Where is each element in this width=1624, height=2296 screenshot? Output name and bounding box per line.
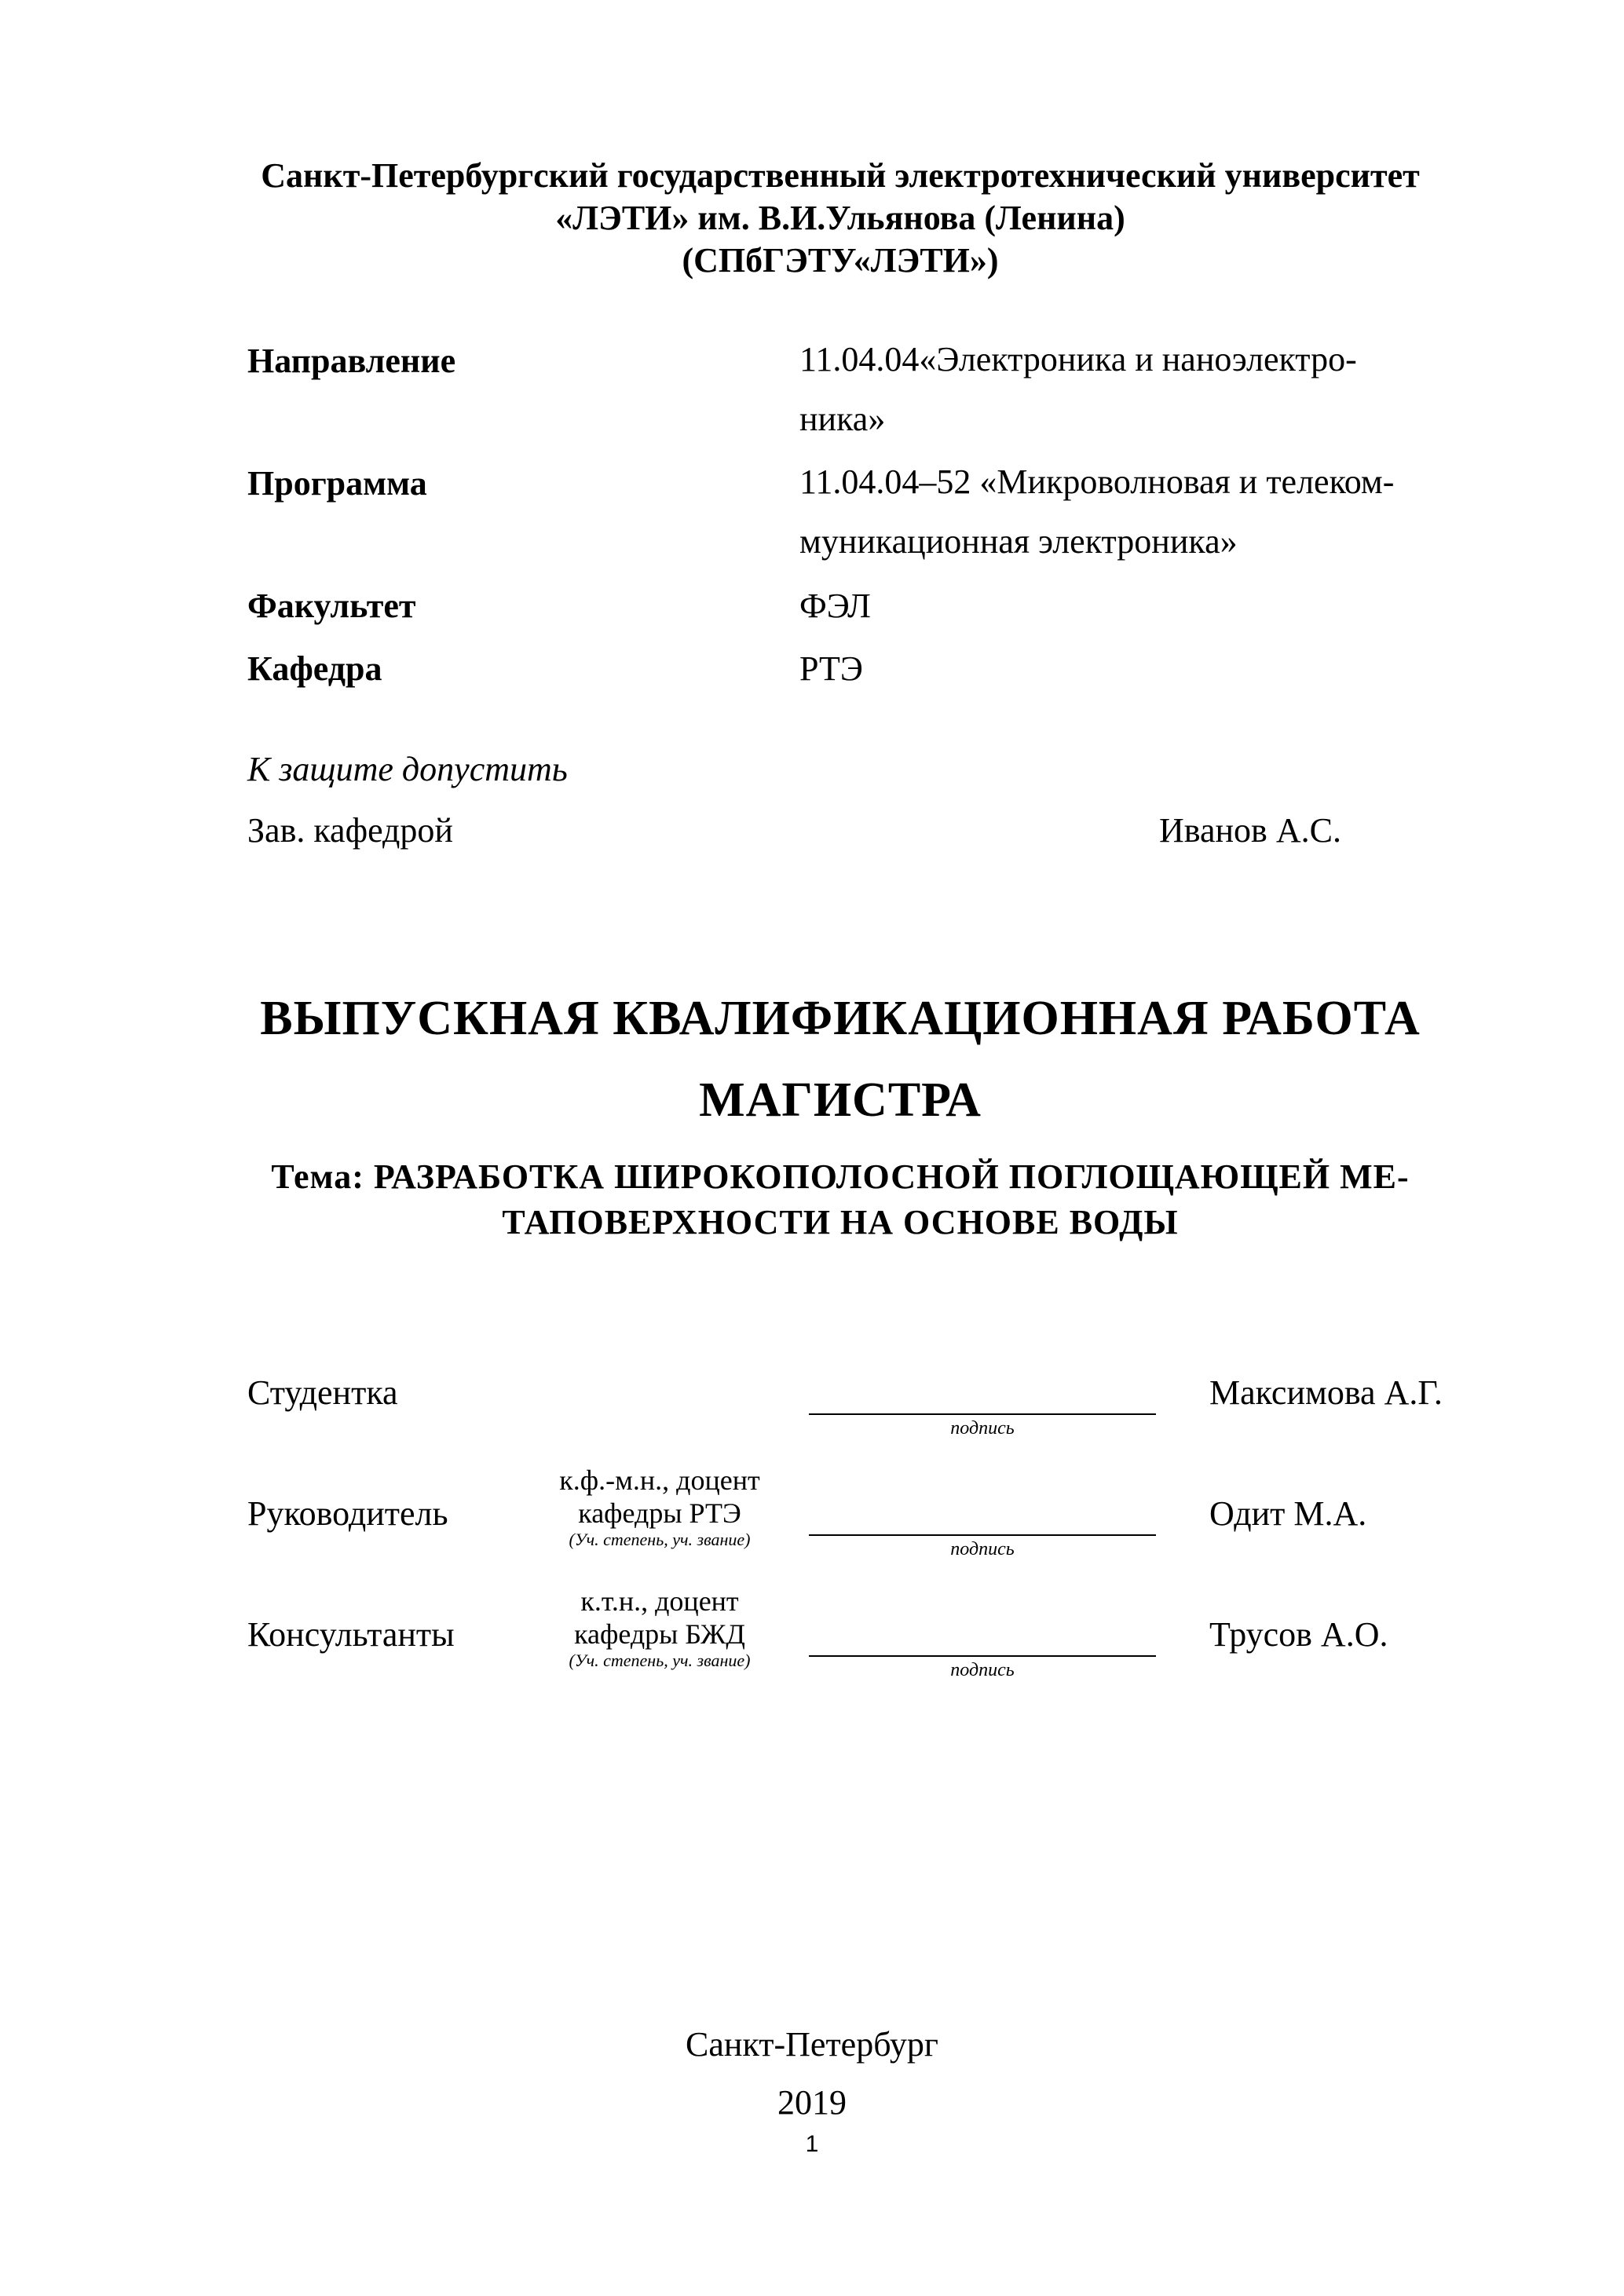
consultant-name: Трусов А.О.	[1209, 1615, 1388, 1654]
document-title: ВЫПУСКНАЯ КВАЛИФИКАЦИОННАЯ РАБОТА	[260, 992, 1421, 1045]
program-value-line: 11.04.04–52 «Микроволновая и телеком-	[799, 462, 1395, 501]
faculty-value: ФЭЛ	[799, 587, 871, 625]
city: Санкт-Петербург	[686, 2025, 938, 2064]
consultant-rank-line: к.т.н., доцент	[580, 1585, 739, 1617]
university-name: Санкт-Петербургский государственный электротехнический университет	[261, 156, 1420, 195]
year: 2019	[777, 2083, 847, 2122]
student-signature-caption: подпись	[950, 1418, 1015, 1439]
supervisor-rank	[518, 1464, 801, 1550]
direction-value	[799, 330, 1483, 449]
page-number: 1	[805, 2131, 819, 2157]
head-of-department-label: Зав. кафедрой	[247, 811, 453, 850]
admission-note: К защите допустить	[247, 750, 568, 788]
supervisor-role: Руководитель	[247, 1494, 448, 1533]
program-value-line: муникационная электроника»	[799, 522, 1238, 561]
direction-value-line: ника»	[799, 400, 886, 438]
student-signature-line	[809, 1413, 1156, 1415]
department-value: РТЭ	[799, 649, 863, 688]
faculty-label: Факультет	[247, 587, 416, 625]
head-of-department-name: Иванов А.С.	[1159, 811, 1341, 850]
consultant-rank	[518, 1585, 801, 1671]
consultant-rank-caption: (Уч. степень, уч. звание)	[569, 1651, 751, 1670]
topic-line: Тема: РАЗРАБОТКА ШИРОКОПОЛОСНОЙ ПОГЛОЩАЮЩЕЙ МЕ-	[271, 1157, 1410, 1196]
consultant-signature-line	[809, 1655, 1156, 1657]
supervisor-rank-caption: (Уч. степень, уч. звание)	[569, 1530, 751, 1549]
student-name: Максимова А.Г.	[1209, 1373, 1443, 1412]
student-role: Студентка	[247, 1373, 398, 1412]
university-short-name: «ЛЭТИ» им. В.И.Ульянова (Ленина)	[555, 199, 1125, 237]
program-label: Программа	[247, 464, 427, 503]
topic-line: ТАПОВЕРХНОСТИ НА ОСНОВЕ ВОДЫ	[502, 1203, 1179, 1241]
university-abbreviation: (СПбГЭТУ«ЛЭТИ»)	[682, 241, 999, 280]
direction-label: Направление	[247, 342, 456, 380]
supervisor-signature-caption: подпись	[950, 1539, 1015, 1559]
supervisor-rank-line: к.ф.-м.н., доцент	[559, 1464, 760, 1496]
supervisor-name: Одит М.А.	[1209, 1494, 1367, 1533]
program-value	[799, 452, 1483, 572]
consultant-role: Консультанты	[247, 1615, 455, 1654]
supervisor-rank-line: кафедры РТЭ	[578, 1497, 741, 1529]
consultant-rank-line: кафедры БЖД	[574, 1618, 745, 1650]
document-title-degree: МАГИСТРА	[699, 1073, 982, 1127]
consultant-signature-caption: подпись	[950, 1660, 1015, 1680]
supervisor-signature-line	[809, 1534, 1156, 1536]
direction-value-line: 11.04.04«Электроника и наноэлектро-	[799, 340, 1357, 378]
department-label: Кафедра	[247, 649, 382, 688]
